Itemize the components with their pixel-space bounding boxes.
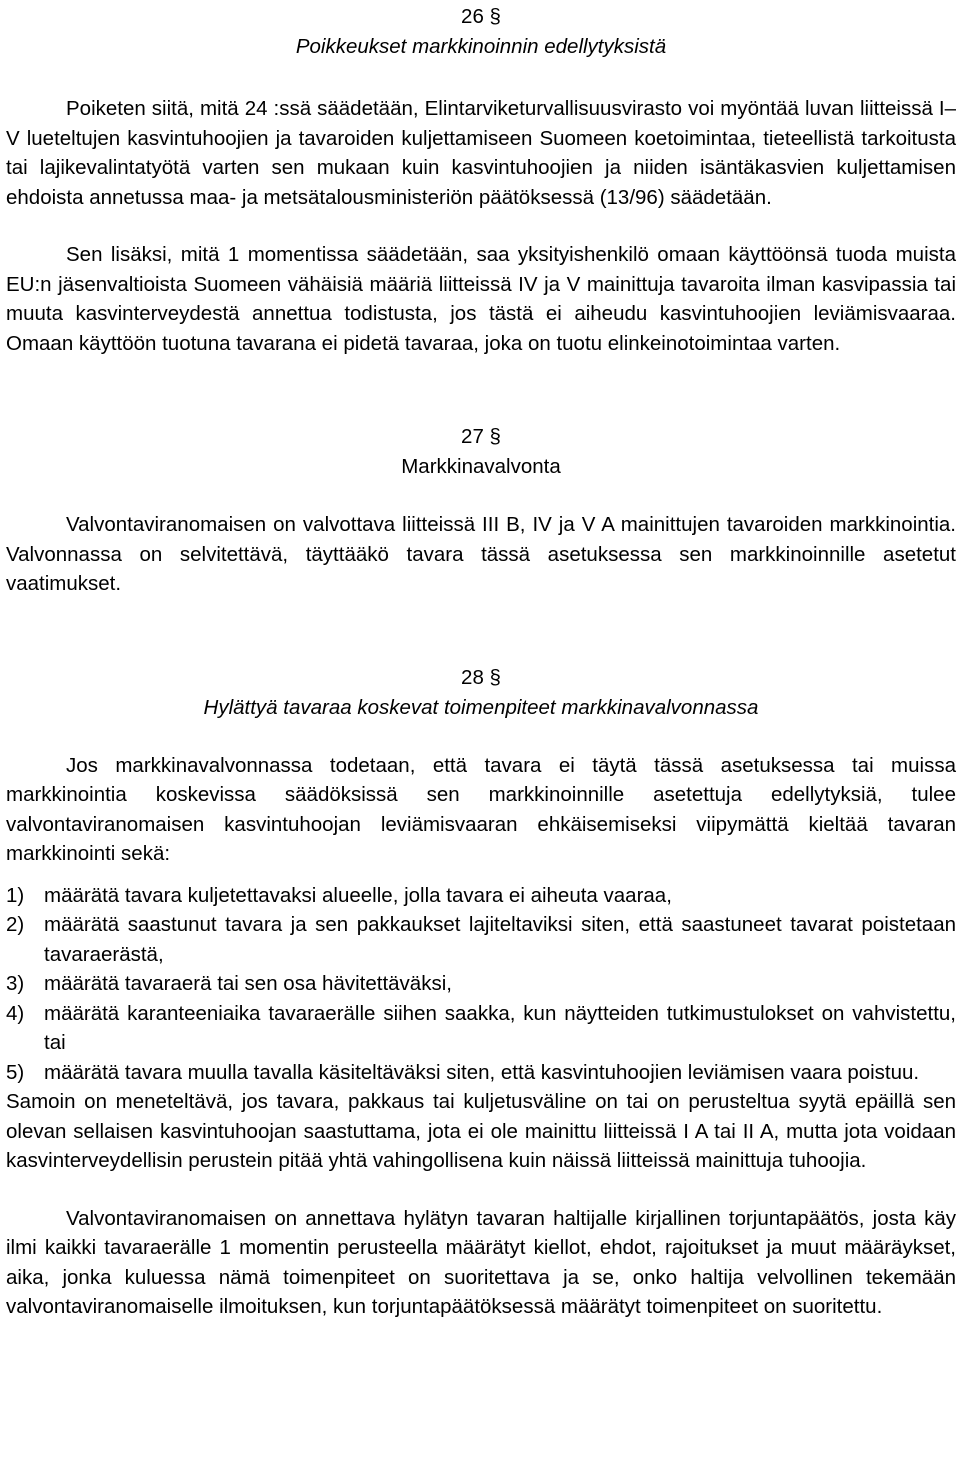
list-item-number: 2) (6, 913, 25, 936)
paragraph: Samoin on meneteltävä, jos tavara, pakkaus tai kuljetusväline on tai on perusteltua syytä epäillä sen olevan sellaisen kasvintuhoojan saastuttama, jota ei ole mainittu liitteissä I A tai II A, mutta jota voidaan kasvinterveydellisin perustein pitää yhtä vahingollisena kuin näissä liitteissä mainittuja tuhoojia. (6, 1090, 956, 1172)
list-item (6, 999, 956, 1058)
section-number: 26 § (461, 5, 501, 28)
section-number: 28 § (461, 665, 501, 689)
list-item-text: määrätä tavara muulla tavalla käsiteltäväksi siten, että kasvintuhoojien leviämisen vaara poistuu. (44, 1060, 920, 1084)
paragraph: Valvontaviranomaisen on annettava hylätyn tavaran haltijalle kirjallinen torjuntapäätös, josta käy ilmi kaikki tavaraerälle 1 momentin perusteella määrätyt kiellot, ehdot, rajoitukset ja muut määräykset, aika, jonka kuluessa nämä toimenpiteet on suoritettava ja se, onko haltija velvollinen tekemään valvontaviranomaiselle ilmoituksen, kun torjuntapäätöksessä määrätyt toimenpiteet on suoritettu. (6, 1206, 956, 1318)
paragraph: Sen lisäksi, mitä 1 momentissa säädetään, saa yksityishenkilö omaan käyttöönsä tuoda muista EU:n jäsenvaltioista Suomeen vähäisiä määriä liitteissä IV ja V mainittuja tavaroita ilman kasvipassia tai muuta kasvinterveydestä annettua todistusta, jos tästä ei aiheudu kasvintuhoojien leviämisvaaraa. Omaan käyttöön tuotuna tavarana ei pidetä tavaraa, joka on tuotu elinkeinotoimintaa varten. (6, 243, 956, 355)
paragraph: Valvontaviranomaisen on valvottava liitteissä III B, IV ja V A mainittujen tavaroiden markkinointia. Valvonnassa on selvitettävä, täyttääkö tavara tässä asetuksessa sen markkinoinnille asetetut vaatimukset. (6, 513, 956, 595)
list-item (6, 910, 956, 969)
section-title: Poikkeukset markkinoinnin edellytyksistä (295, 35, 667, 58)
paragraph: Poiketen siitä, mitä 24 :ssä säädetään, Elintarviketurvallisuusvirasto voi myöntää luvan liitteissä I–V lueteltujen kasvintuhoojien ja tavaroiden kuljettamiseen Suomeen koetoimintaa, tieteellistä tarkoitusta tai lajikevalintatyötä varten sen mukaan kuin kasvintuhoojien ja niiden isäntäkasvien kuljettamisen ehdoista annetussa maa- ja metsätalousministeriön päätöksessä (13/96) säädetään. (6, 97, 956, 209)
paragraph: Jos markkinavalvonnassa todetaan, että tavara ei täytä tässä asetuksessa tai muissa markkinointia koskevissa säädöksissä sen markkinoinnille asetettuja edellytyksiä, tulee valvontaviranomaisen kasvintuhoojan leviämisvaaran ehkäisemiseksi viipymättä kieltää tavaran markkinointi sekä: (6, 753, 956, 865)
document-page (6, 0, 956, 1322)
section-title: Markkinavalvonta (401, 455, 561, 478)
section-title: Hylättyä tavaraa koskevat toimenpiteet markkinavalvonnassa (203, 695, 759, 719)
list-item-text: määrätä tavara kuljetettavaksi alueelle, jolla tavara ei aiheuta vaaraa, (44, 883, 672, 907)
list-item-text: määrätä karanteeniaika tavaraerälle siihen saakka, kun näytteiden tutkimustulokset on vahvistettu, tai (44, 1001, 956, 1054)
list-item-number: 4) (6, 1001, 25, 1025)
list-item (6, 881, 956, 911)
list-item-number: 1) (6, 883, 25, 907)
list-item-text: määrätä tavaraerä tai sen osa hävitettäväksi, (44, 972, 452, 995)
list-item-number: 3) (6, 972, 25, 995)
list-item (6, 969, 956, 999)
section-number: 27 § (461, 425, 501, 448)
list-item (6, 1058, 956, 1088)
list-item-number: 5) (6, 1060, 25, 1084)
measures-list (6, 881, 956, 1088)
list-item-text: määrätä saastunut tavara ja sen pakkaukset lajiteltaviksi siten, että saastuneet tavarat poistetaan tavaraerästä, (44, 913, 956, 966)
